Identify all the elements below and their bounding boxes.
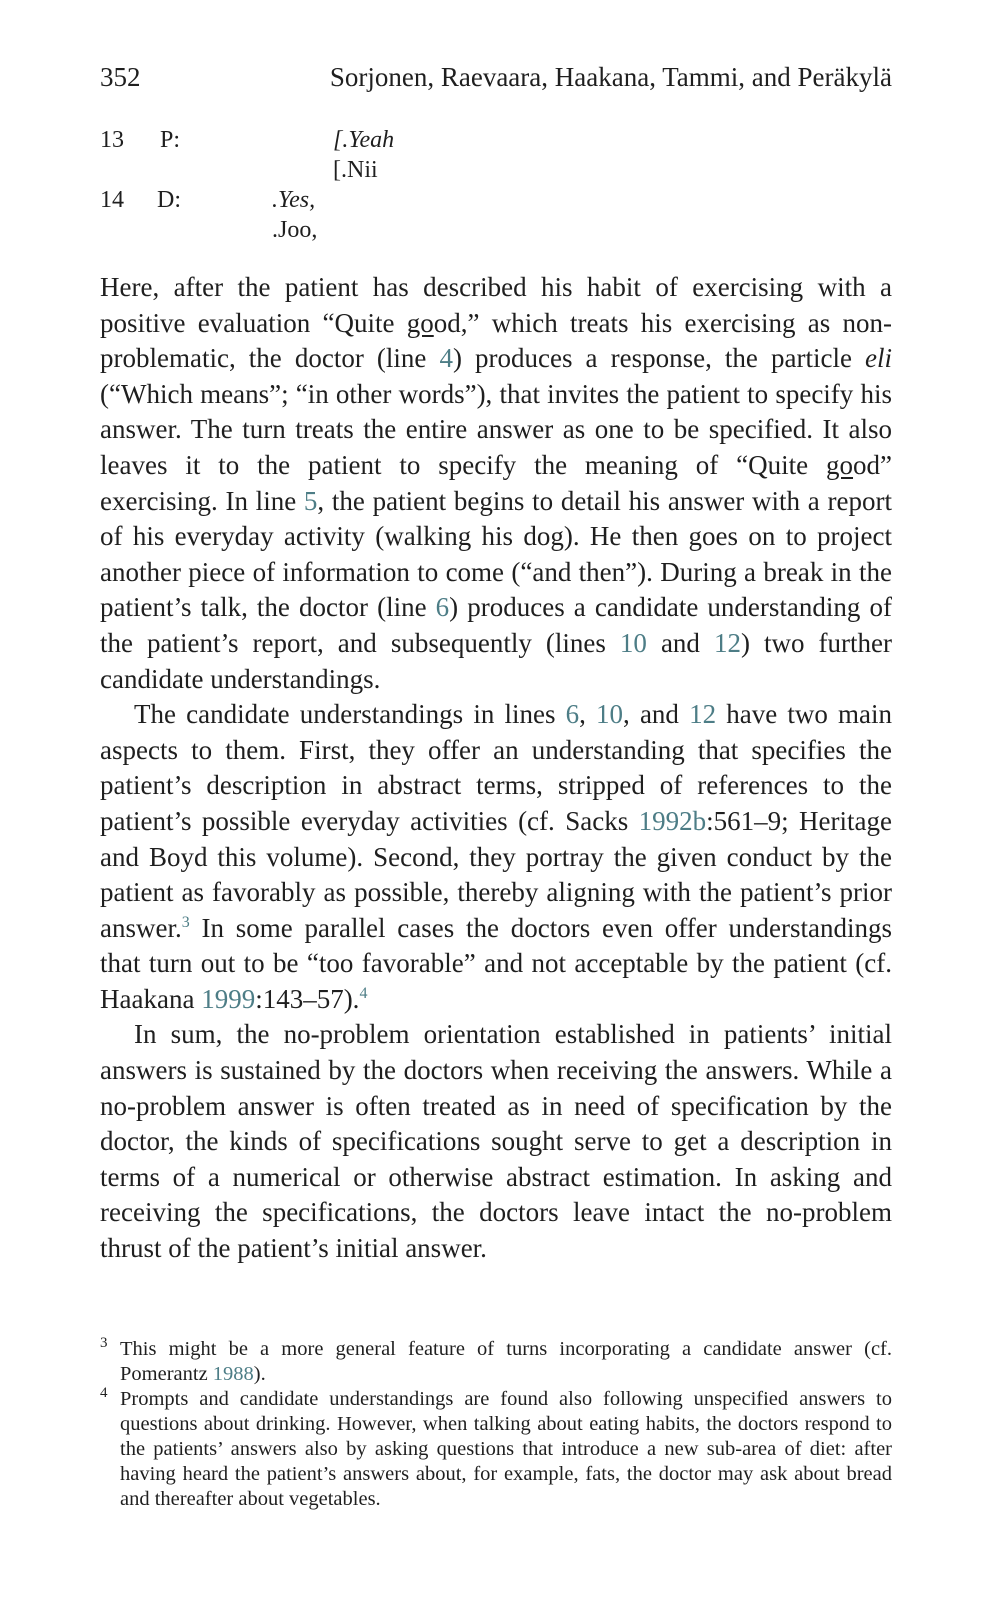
footnote-3 <box>100 1337 892 1387</box>
page-header <box>100 62 892 102</box>
text-run: ) produces a candidate understanding of the patient’s report, and subsequently (lines <box>100 592 892 658</box>
text-run: (“Which means”; “in other words”), that invites the patient to specify his answer. The turn treats the entire answer as one to be specified. It also leaves it to the patient to specify the meaning of “Quite <box>100 378 892 480</box>
citation-link[interactable]: 1999 <box>201 983 256 1014</box>
line-ref-link[interactable]: 5 <box>303 485 318 516</box>
line-ref-link[interactable]: 4 <box>439 343 453 374</box>
text-run: In some parallel cases the doctors even offer understandings that turn out to be “too favorable” and not acceptable by the patient (cf. Haakana <box>100 912 892 1014</box>
transcript-english: .Yes, <box>272 187 316 213</box>
line-ref-link[interactable]: 6 <box>435 592 450 623</box>
footnote-4 <box>100 1387 892 1512</box>
text-run: , <box>579 699 597 730</box>
footnote-ref-3[interactable]: 3 <box>181 913 190 931</box>
paragraph-3: In sum, the no-problem orientation established in patients’ initial answers is sustained by the doctors when receiving the answers. While a no-problem answer is often treated as in need of specification by the doctor, the kinds of specifications sought serve to get a description in terms of a numerical or otherwise abstract estimation. In asking and receiving the specifications, the doctors leave intact the no-problem thrust of the patient’s initial answer. <box>100 1019 892 1264</box>
text-run: , and <box>623 699 690 730</box>
line-ref-link[interactable]: 12 <box>689 699 717 730</box>
text-run: ) produces a response, the particle <box>452 343 866 374</box>
paragraph-2 <box>100 697 892 1017</box>
transcript-english: [.Yeah <box>333 127 395 153</box>
footnote-mark: 4 <box>100 1385 108 1401</box>
footnote-text: This might be a more general feature of turns incorporating a candidate answer (cf. Pomerantz <box>120 1338 892 1385</box>
text-run: and <box>646 627 714 658</box>
text-run: ) two further candidate understandings. <box>100 627 893 694</box>
citation-link[interactable]: 1988 <box>212 1363 254 1385</box>
line-ref-link[interactable]: 6 <box>565 699 580 730</box>
text-run: od” exercising. In line <box>100 449 892 516</box>
italic-term: eli <box>865 343 893 374</box>
speaker-label: D: <box>157 187 181 213</box>
page-number: 352 <box>100 62 141 92</box>
text-run: Here, after the patient has described his habit of exercising with a positive evaluation “Quite <box>100 272 892 338</box>
footnote-mark: 3 <box>100 1335 108 1351</box>
text-run: , the patient begins to detail his answer with a report of his everyday activity (walking his dog). He then goes on to project another piece of information to come (“and then”). During a break in the patient’s talk, the doctor (line <box>100 485 892 623</box>
footnote-text: ). <box>253 1363 266 1385</box>
body-text <box>100 270 892 1267</box>
footnote-text: Prompts and candidate understandings are found also following unspecified answers to questions about drinking. However, when talking about eating habits, the doctors respond to the patients’ answers also by asking questions that introduce a new sub-area of diet: after having heard the patient’s answers about, for example, fats, the doctor may ask about bread and thereafter about vegetables. <box>120 1388 892 1510</box>
transcript-finnish: .Joo, <box>272 217 318 243</box>
footnote-ref-4[interactable]: 4 <box>359 984 368 1002</box>
line-number: 14 <box>100 187 124 213</box>
text-run: od,” which treats his exercising as non-problematic, the doctor (line <box>100 307 892 374</box>
citation-link[interactable]: 1992b <box>638 805 707 836</box>
text-run: :143–57). <box>255 983 360 1014</box>
running-head: Sorjonen, Raevaara, Haakana, Tammi, and Peräkylä <box>329 62 892 92</box>
underlined-text: go <box>826 449 854 480</box>
line-number: 13 <box>100 127 124 153</box>
transcript-finnish: [.Nii <box>333 157 378 183</box>
footnotes <box>100 1337 892 1512</box>
line-ref-link[interactable]: 12 <box>713 627 741 658</box>
line-ref-link[interactable]: 10 <box>596 699 624 730</box>
paragraph-1 <box>100 270 892 697</box>
underlined-text: go <box>406 307 434 338</box>
text-run: The candidate understandings in lines <box>134 699 566 730</box>
text-run: :561–9; Heritage and Boyd this volume). Second, they portray the given conduct by the patient as favorably as possible, thereby aligning with the patient’s prior answer. <box>100 805 892 943</box>
text-run: have two main aspects to them. First, they offer an understanding that specifies the patient’s description in abstract terms, stripped of references to the patient’s possible everyday activities (cf. Sacks <box>100 699 893 836</box>
line-ref-link[interactable]: 10 <box>619 627 647 658</box>
speaker-label: P: <box>160 127 181 153</box>
